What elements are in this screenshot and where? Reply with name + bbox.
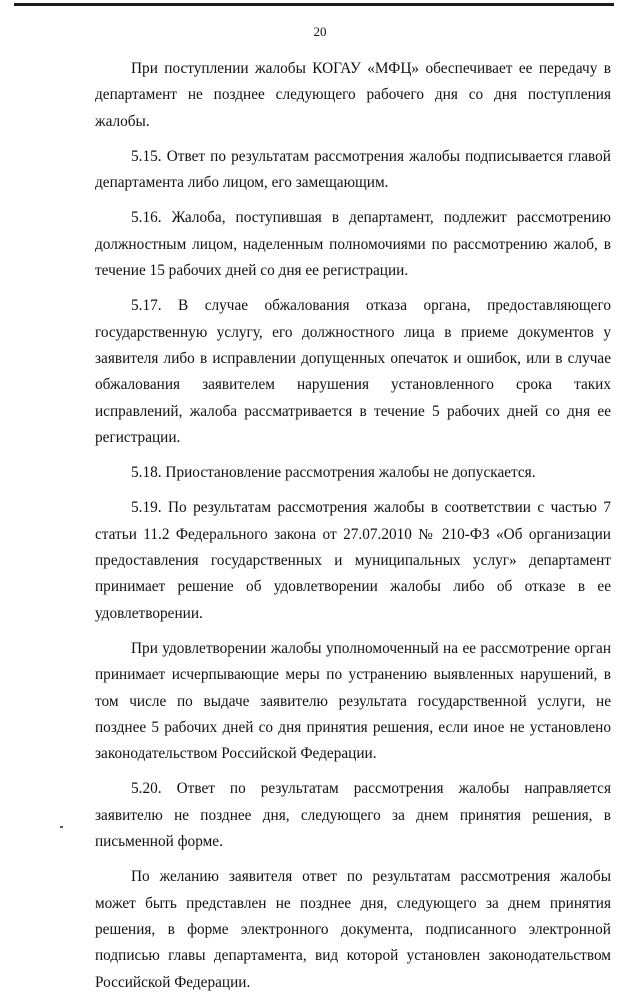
paragraph-electronic-response: По желанию заявителя ответ по результатам рассмотрения жалобы может быть представлен не позднее дня, следующего за днем принятия решения, в форме электронного документа, подписанного электронной подписью главы департамента, вид которой установлен законодательством Российской Федерации. [95,868,611,991]
top-border-line [14,3,614,6]
paragraph-mfc-transfer: При поступлении жалобы КОГАУ «МФЦ» обеспечивает ее передачу в департамент не позднее следующего рабочего дня со дня поступления жалобы. [95,60,611,130]
paragraph-5-20: 5.20. Ответ по результатам рассмотрения жалобы направляется заявителю не позднее дня, следующего за днем принятия решения, в письменной форме. [95,780,611,851]
scan-speck [60,826,63,828]
document-body [95,56,611,1005]
paragraph-5-17: 5.17. В случае обжалования отказа органа, предоставляющего государственную услугу, его должностного лица в приеме документов у заявителя либо в исправлении допущенных опечаток и ошибок, или в случае обжалования заявителем нарушения установленного срока таких исправлений, жалоба рассматривается в течение 5 рабочих дней со дня ее регистрации. [95,297,611,446]
page-number: 20 [313,24,327,39]
paragraph-5-16: 5.16. Жалоба, поступившая в департамент, подлежит рассмотрению должностным лицом, наделенным полномочиями по рассмотрению жалоб, в течение 15 рабочих дней со дня ее регистрации. [95,209,611,280]
paragraph-5-15: 5.15. Ответ по результатам рассмотрения жалобы подписывается главой департамента либо лицом, его замещающим. [95,147,611,192]
paragraph-5-19: 5.19. По результатам рассмотрения жалобы в соответствии с частью 7 статьи 11.2 Федерального закона от 27.07.2010 № 210-ФЗ «Об организации предоставления государственных и муниципальных услуг» департамент принимает решение об удовлетворении жалобы либо об отказе в ее удовлетворении. [95,499,611,622]
paragraph-satisfaction: При удовлетворении жалобы уполномоченный на ее рассмотрение орган принимает исчерпывающие меры по устранению выявленных нарушений, в том числе по выдаче заявителю результата государственной услуги, не позднее 5 рабочих дней со дня принятия решения, если иное не установлено законодательством Российской Федерации. [95,639,611,763]
paragraph-5-18: 5.18. Приостановление рассмотрения жалобы не допускается. [131,464,536,482]
